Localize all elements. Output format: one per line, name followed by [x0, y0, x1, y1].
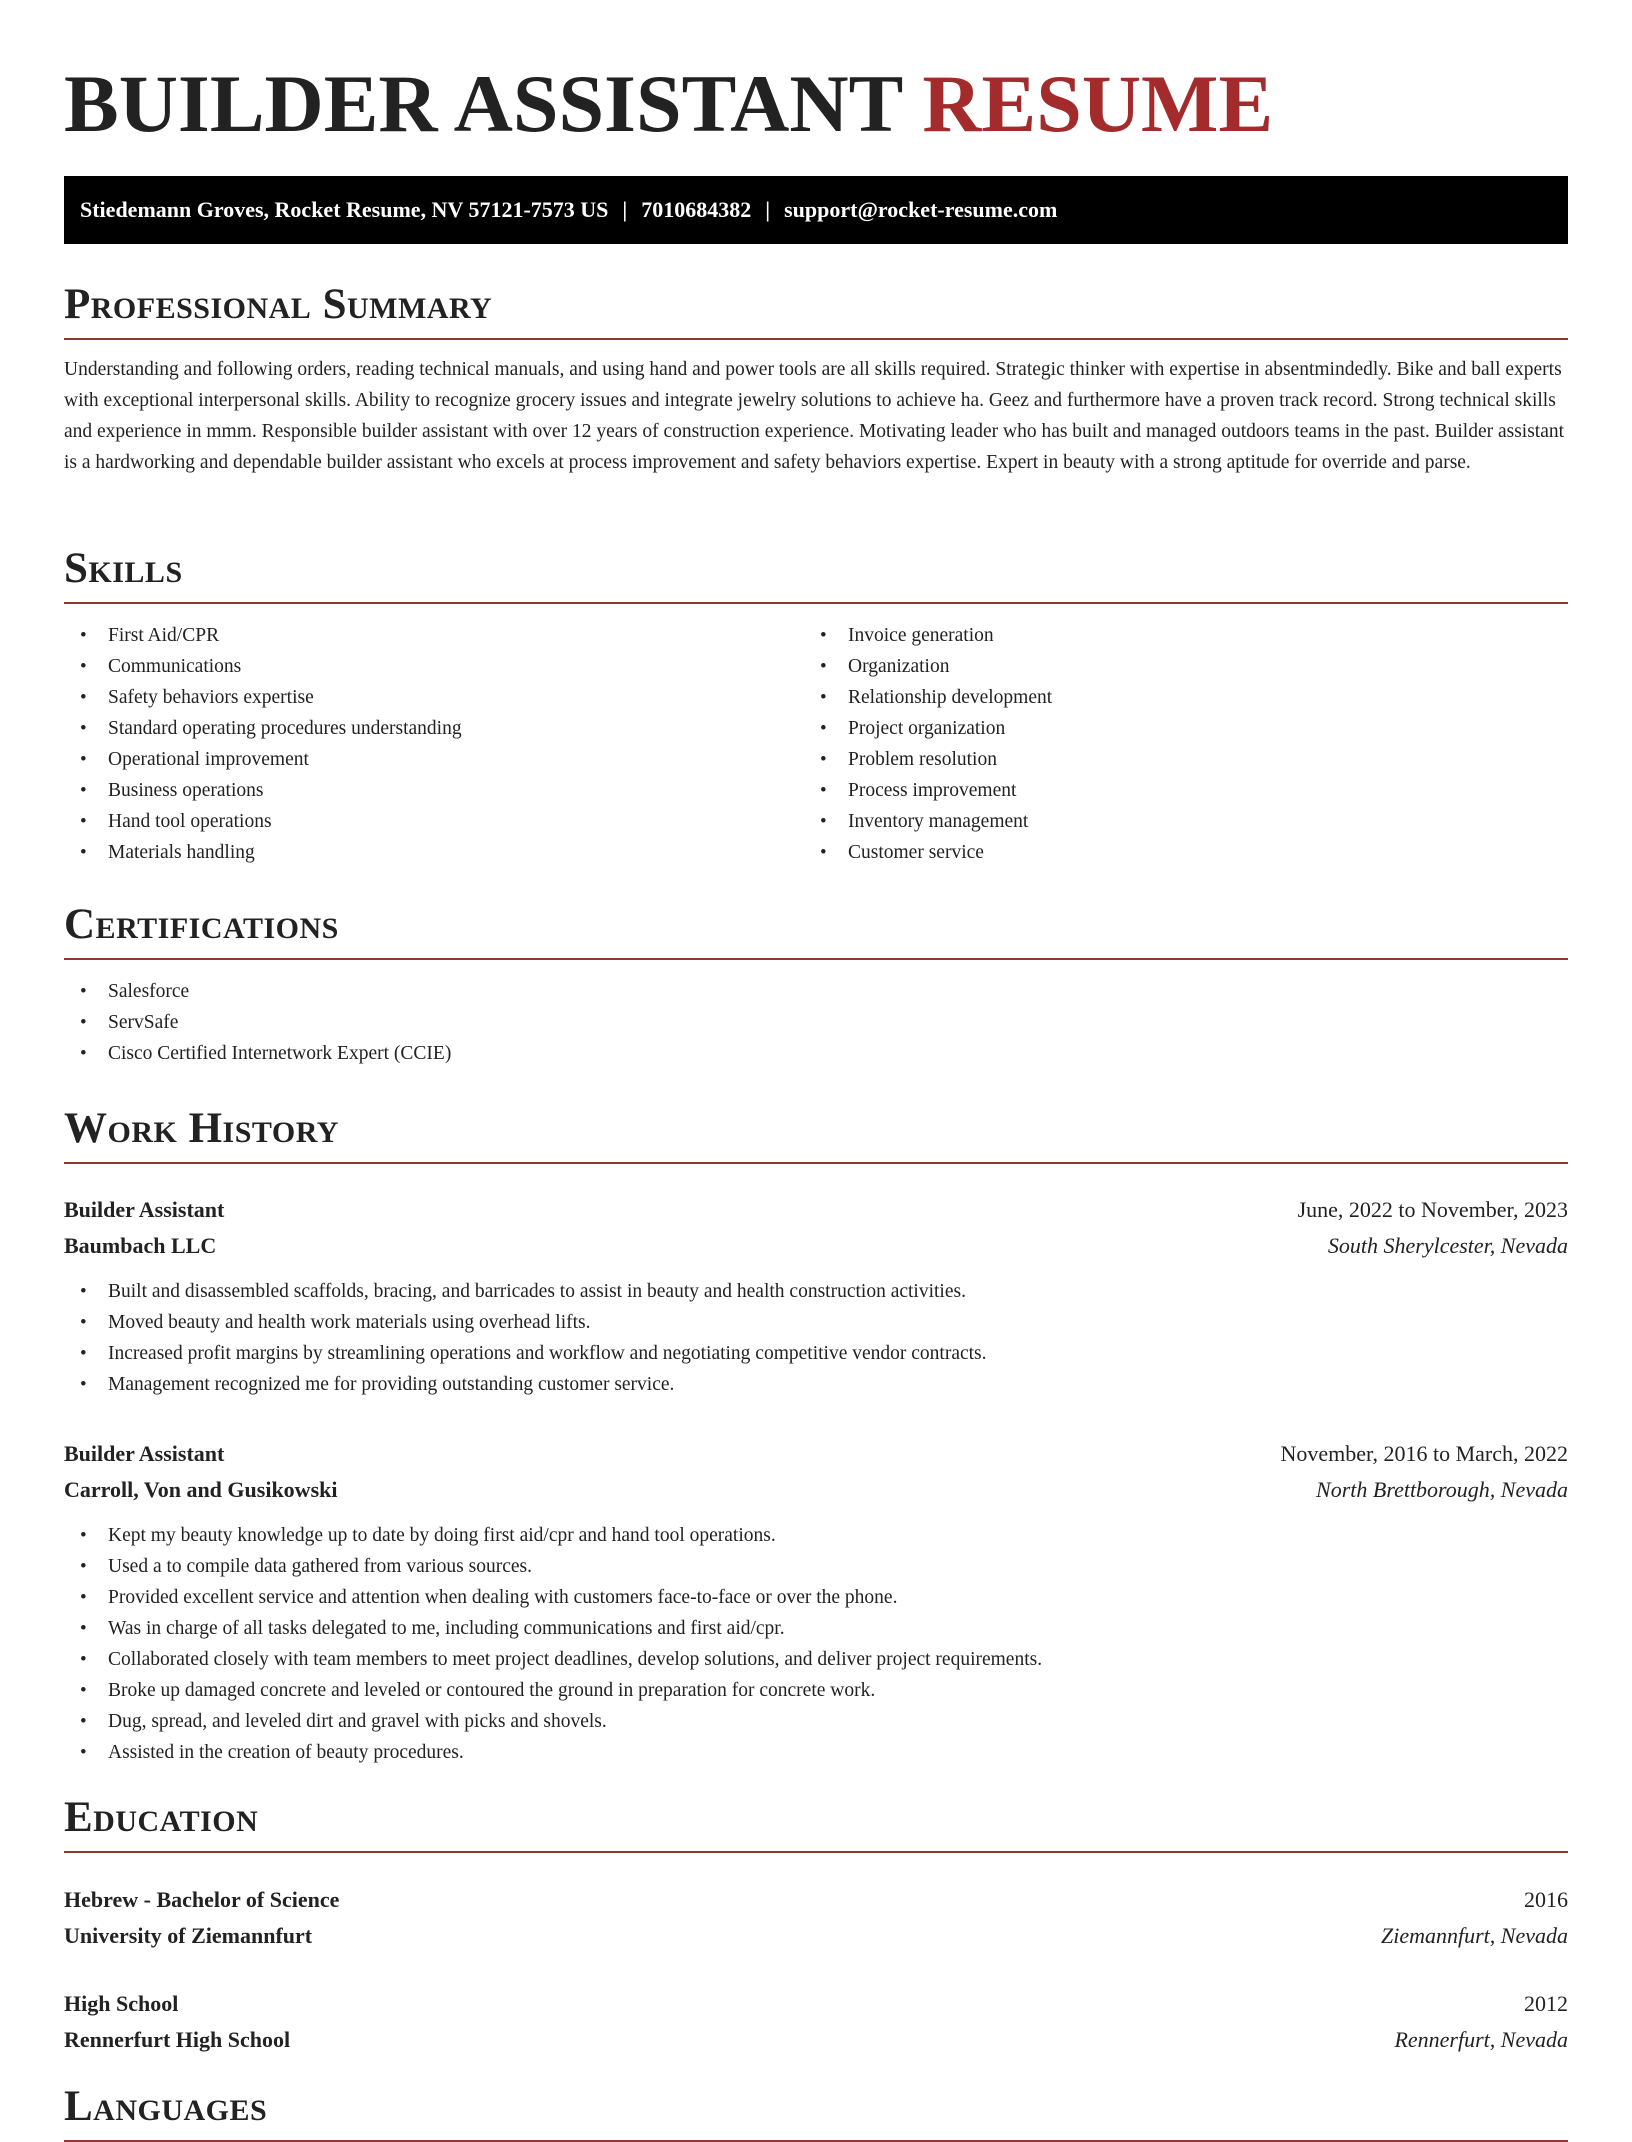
job-dates: November, 2016 to March, 2022 [1280, 1441, 1568, 1466]
work-history-heading: Work History [64, 1104, 1568, 1164]
summary-heading: Professional Summary [64, 280, 1568, 340]
education-location: Ziemannfurt, Nevada [1381, 1923, 1568, 1948]
job-bullet: • Used a to compile data gathered from various sources. [64, 1551, 1568, 1582]
skill-item: • Organization [804, 651, 1544, 682]
job-location: South Sherylcester, Nevada [1327, 1233, 1568, 1258]
certification-item: • Cisco Certified Internetwork Expert (CCIE) [64, 1038, 1568, 1069]
contact-bar [64, 176, 1568, 244]
education-school: University of Ziemannfurt [64, 1923, 313, 1948]
job-bullet: • Kept my beauty knowledge up to date by doing first aid/cpr and hand tool operations. [64, 1520, 1568, 1551]
job-bullet: • Was in charge of all tasks delegated to me, including communications and first aid/cpr. [64, 1613, 1568, 1644]
education-entry [64, 1986, 1568, 2058]
education-degree: High School [64, 1991, 179, 2016]
education-school: Rennerfurt High School [64, 2027, 291, 2052]
job-company: Baumbach LLC [64, 1233, 217, 1258]
job-bullet: • Collaborated closely with team members to meet project deadlines, develop solutions, and deliver project requirements. [64, 1644, 1568, 1675]
certifications-section [64, 900, 1568, 1069]
education-location: Rennerfurt, Nevada [1394, 2027, 1568, 2052]
skills-list-left [64, 620, 804, 868]
education-year: 2016 [1524, 1887, 1568, 1912]
skill-item: • Problem resolution [804, 744, 1544, 775]
skill-item: • First Aid/CPR [64, 620, 804, 651]
job-entry [64, 1192, 1568, 1400]
job-title: Builder Assistant [64, 1441, 225, 1466]
contact-address: Stiedemann Groves, Rocket Resume, NV 57121-7573 US [80, 197, 609, 222]
certifications-list [64, 976, 1568, 1069]
skill-item: • Operational improvement [64, 744, 804, 775]
skills-heading: Skills [64, 544, 1568, 604]
title-accent: RESUME [922, 58, 1274, 149]
summary-text: Understanding and following orders, reading technical manuals, and using hand and power tools are all skills required. Strategic thinker with expertise in absentmindedly. Bike and ball experts with exceptional interpersonal skills. Ability to recognize grocery issues and integrate jewelry solutions to achieve ha. Geez and furthermore have a proven track record. Strong technical skills and experience in mmm. Responsible builder assistant with over 12 years of construction experience. Motivating leader who has built and managed outdoors teams in the past. Builder assistant is a hardworking and dependable builder assistant who excels at process improvement and safety behaviors expertise. Expert in beauty with a strong aptitude for override and parse. [64, 359, 1565, 473]
job-company: Carroll, Von and Gusikowski [64, 1477, 338, 1502]
job-title: Builder Assistant [64, 1197, 225, 1222]
education-section [64, 1793, 1568, 1853]
summary-section [64, 280, 1568, 478]
skill-item: • Process improvement [804, 775, 1544, 806]
skill-item: • Communications [64, 651, 804, 682]
job-bullet: • Dug, spread, and leveled dirt and gravel with picks and shovels. [64, 1706, 1568, 1737]
resume-page [64, 0, 1568, 2130]
skills-columns [64, 620, 1568, 868]
contact-separator: | [765, 197, 771, 222]
skill-item: • Invoice generation [804, 620, 1544, 651]
skill-item: • Relationship development [804, 682, 1544, 713]
job-bullet: • Management recognized me for providing outstanding customer service. [64, 1369, 1568, 1400]
job-bullet: • Moved beauty and health work materials using overhead lifts. [64, 1307, 1568, 1338]
skill-item: • Customer service [804, 837, 1544, 868]
education-year: 2012 [1524, 1991, 1568, 2016]
certification-item: • ServSafe [64, 1007, 1568, 1038]
contact-email: support@rocket-resume.com [784, 197, 1058, 222]
job-bullet: • Broke up damaged concrete and leveled or contoured the ground in preparation for concrete work. [64, 1675, 1568, 1706]
skill-item: • Business operations [64, 775, 804, 806]
contact-phone: 7010684382 [641, 197, 752, 222]
skill-item: • Project organization [804, 713, 1544, 744]
education-heading: Education [64, 1793, 1568, 1853]
job-entry [64, 1436, 1568, 1768]
skill-item: • Hand tool operations [64, 806, 804, 837]
skill-item: • Materials handling [64, 837, 804, 868]
languages-section [64, 2082, 1568, 2142]
job-bullet: • Increased profit margins by streamlining operations and workflow and negotiating competitive vendor contracts. [64, 1338, 1568, 1369]
contact-separator: | [622, 197, 628, 222]
job-bullet: • Built and disassembled scaffolds, bracing, and barricades to assist in beauty and health construction activities. [64, 1276, 1568, 1307]
title-main: BUILDER ASSISTANT [64, 58, 902, 149]
job-location: North Brettborough, Nevada [1316, 1477, 1568, 1502]
certification-item: • Salesforce [64, 976, 1568, 1007]
resume-title [64, 0, 1568, 156]
languages-heading: Languages [64, 2082, 1568, 2142]
education-entry [64, 1882, 1568, 1954]
education-degree: Hebrew - Bachelor of Science [64, 1887, 340, 1912]
job-bullets [64, 1276, 1568, 1400]
skill-item: • Inventory management [804, 806, 1544, 837]
work-history-section [64, 1104, 1568, 1164]
skills-section [64, 544, 1568, 868]
job-dates: June, 2022 to November, 2023 [1297, 1197, 1568, 1222]
job-bullet: • Provided excellent service and attention when dealing with customers face-to-face or over the phone. [64, 1582, 1568, 1613]
skill-item: • Standard operating procedures understanding [64, 713, 804, 744]
job-bullet: • Assisted in the creation of beauty procedures. [64, 1737, 1568, 1768]
certifications-heading: Certifications [64, 900, 1568, 960]
skills-list-right [804, 620, 1544, 868]
job-bullets [64, 1520, 1568, 1768]
skill-item: • Safety behaviors expertise [64, 682, 804, 713]
